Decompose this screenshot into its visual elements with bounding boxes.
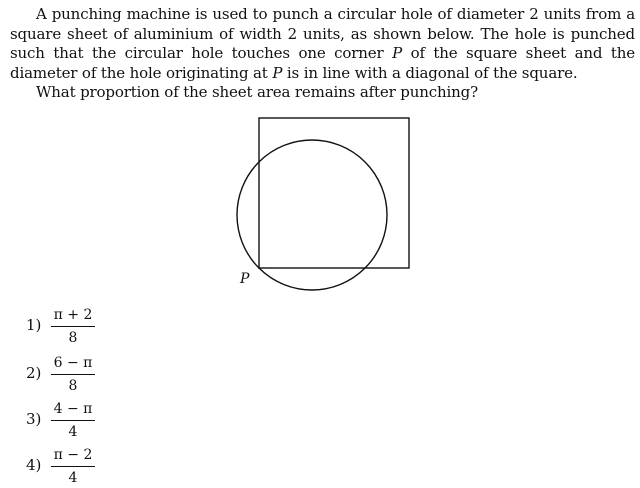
option-1[interactable]	[26, 306, 146, 348]
fraction-numerator: 4 − π	[53, 401, 93, 417]
square-sheet	[259, 118, 409, 268]
fraction-bar	[51, 420, 95, 421]
fraction-denominator: 4	[68, 424, 78, 440]
option-number: 4)	[26, 456, 42, 474]
question-prompt: What proportion of the sheet area remains after punching?	[36, 83, 479, 101]
fraction-numerator: 6 − π	[53, 355, 93, 371]
question-text-part: A punching machine is used to punch a circular hole of diameter 2 units from a square sheet of aluminium of width 2 units, as shown below. The hole is punched such that the circular hole touches one corner	[10, 5, 635, 62]
question-text-part: of the square sheet and the diameter of the hole originating at	[10, 44, 635, 82]
option-fraction	[51, 446, 95, 487]
option-fraction	[51, 354, 95, 395]
option-fraction	[51, 400, 95, 441]
option-2[interactable]	[26, 354, 146, 396]
question-text-part: is in line with a diagonal of the square.	[282, 63, 578, 82]
fraction-numerator: π + 2	[53, 307, 93, 323]
fraction-denominator: 8	[68, 378, 78, 394]
option-number: 2)	[26, 364, 42, 382]
fraction-denominator: 8	[68, 330, 78, 346]
fraction-denominator: 4	[68, 470, 78, 486]
option-4[interactable]	[26, 446, 146, 488]
option-number: 3)	[26, 410, 42, 428]
point-label: P	[392, 44, 403, 62]
option-number: 1)	[26, 316, 42, 334]
fraction-bar	[51, 374, 95, 375]
option-fraction	[51, 306, 95, 347]
fraction-numerator: π − 2	[53, 447, 93, 463]
corner-label: P	[240, 271, 250, 287]
fraction-bar	[51, 326, 95, 327]
fraction-bar	[51, 466, 95, 467]
point-label: P	[272, 63, 283, 82]
option-3[interactable]	[26, 400, 146, 442]
